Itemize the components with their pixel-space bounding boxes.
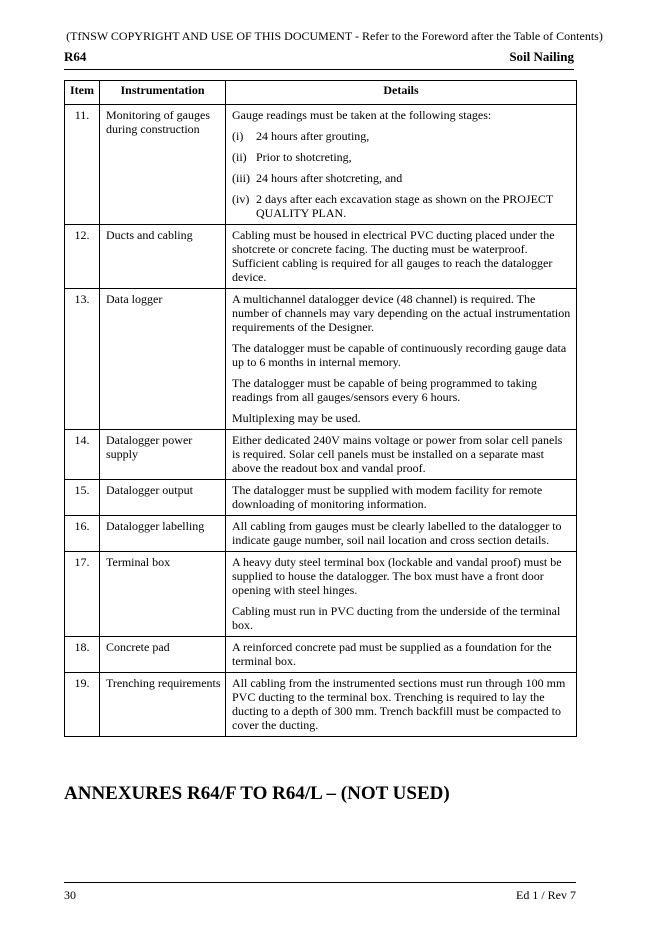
details-paragraph: Multiplexing may be used. [232,411,361,425]
details-paragraph: All cabling from gauges must be clearly labelled to the datalogger to indicate gauge number, soil nail location and cross section details. [232,519,562,547]
section-title: Soil Nailing [509,49,574,64]
details-paragraph: All cabling from the instrumented sections must run through 100 mm PVC ducting to the terminal box. Trenching is required to lay the ducting to a depth of 300 mm. Trench backfill must be compacted to cover the ducting. [232,676,566,732]
page-footer [64,882,576,902]
table-row [65,516,577,552]
list-marker: (iv) [232,192,250,206]
item-number: 11. [65,105,100,225]
column-header-details: Details [226,81,577,105]
item-number: 14. [65,430,100,480]
details-paragraph: A reinforced concrete pad must be supplied as a foundation for the terminal box. [232,640,552,668]
item-number: 17. [65,552,100,637]
table-row [65,552,577,637]
instrumentation-cell: Trenching requirements [100,673,226,737]
list-text: 24 hours after shotcreting, and [256,171,403,185]
instrumentation-cell: Ducts and cabling [100,225,226,289]
revision-label: Ed 1 / Rev 7 [516,888,576,902]
details-paragraph: The datalogger must be capable of being programmed to taking readings from all gauges/sensors every 6 hours. [232,376,537,404]
details-paragraph: The datalogger must be supplied with modem facility for remote downloading of monitoring information. [232,483,543,511]
list-text: 24 hours after grouting, [256,129,370,143]
details-paragraph: A multichannel datalogger device (48 channel) is required. The number of channels may vary depending on the actual instrumentation requirements of the Designer. [232,292,571,334]
details-cell [226,105,577,225]
table-body [65,105,577,737]
item-number: 13. [65,289,100,430]
list-marker: (i) [232,129,244,143]
instrumentation-table [64,80,577,737]
column-header-instrumentation: Instrumentation [100,81,226,105]
column-header-item: Item [65,81,100,105]
table-row [65,430,577,480]
list-marker: (ii) [232,150,247,164]
item-number: 15. [65,480,100,516]
table-row [65,225,577,289]
spec-code: R64 [64,49,87,64]
details-cell [226,289,577,430]
details-cell [226,516,577,552]
instrumentation-cell: Datalogger labelling [100,516,226,552]
details-paragraph: A heavy duty steel terminal box (lockable and vandal proof) must be supplied to house the datalogger. The box must have a front door opening with steel hinges. [232,555,562,597]
copyright-notice: (TfNSW COPYRIGHT AND USE OF THIS DOCUMENT - Refer to the Foreword after the Table of Contents) [66,29,603,43]
details-list-item [232,171,571,185]
table-row [65,105,577,225]
details-paragraph: Either dedicated 240V mains voltage or power from solar cell panels is required. Solar cell panels must be installed on a separate mast above the readout box and vandal proof. [232,433,563,475]
table-row [65,289,577,430]
table-row [65,480,577,516]
details-paragraph: Gauge readings must be taken at the following stages: [232,108,492,122]
details-cell [226,480,577,516]
details-paragraph: Cabling must be housed in electrical PVC ducting placed under the shotcrete or concrete facing. The ducting must be waterproof. Sufficient cabling is required for all gauges to reach the datalogger device. [232,228,555,284]
instrumentation-cell: Terminal box [100,552,226,637]
item-number: 18. [65,637,100,673]
page-header [64,49,574,70]
instrumentation-cell: Datalogger output [100,480,226,516]
item-number: 16. [65,516,100,552]
instrumentation-cell: Concrete pad [100,637,226,673]
details-cell [226,673,577,737]
item-number: 19. [65,673,100,737]
details-paragraph: Cabling must run in PVC ducting from the underside of the terminal box. [232,604,561,632]
details-cell [226,637,577,673]
annexures-heading-text: ANNEXURES R64/F TO R64/L – (NOT USED) [64,783,450,804]
instrumentation-cell: Datalogger power supply [100,430,226,480]
details-cell [226,225,577,289]
list-marker: (iii) [232,171,250,185]
table-row [65,637,577,673]
details-list-item [232,129,571,143]
annexures-heading [64,783,450,805]
instrumentation-cell: Monitoring of gauges during construction [100,105,226,225]
page-number: 30 [64,888,76,902]
details-list-item [232,150,571,164]
list-text: Prior to shotcreting, [256,150,352,164]
table-header-row [65,81,577,105]
item-number: 12. [65,225,100,289]
details-cell [226,430,577,480]
details-list-item [232,192,571,220]
details-cell [226,552,577,637]
instrumentation-cell: Data logger [100,289,226,430]
details-paragraph: The datalogger must be capable of continuously recording gauge data up to 6 months in internal memory. [232,341,567,369]
table-row [65,673,577,737]
list-text: 2 days after each excavation stage as shown on the PROJECT QUALITY PLAN. [256,192,554,220]
